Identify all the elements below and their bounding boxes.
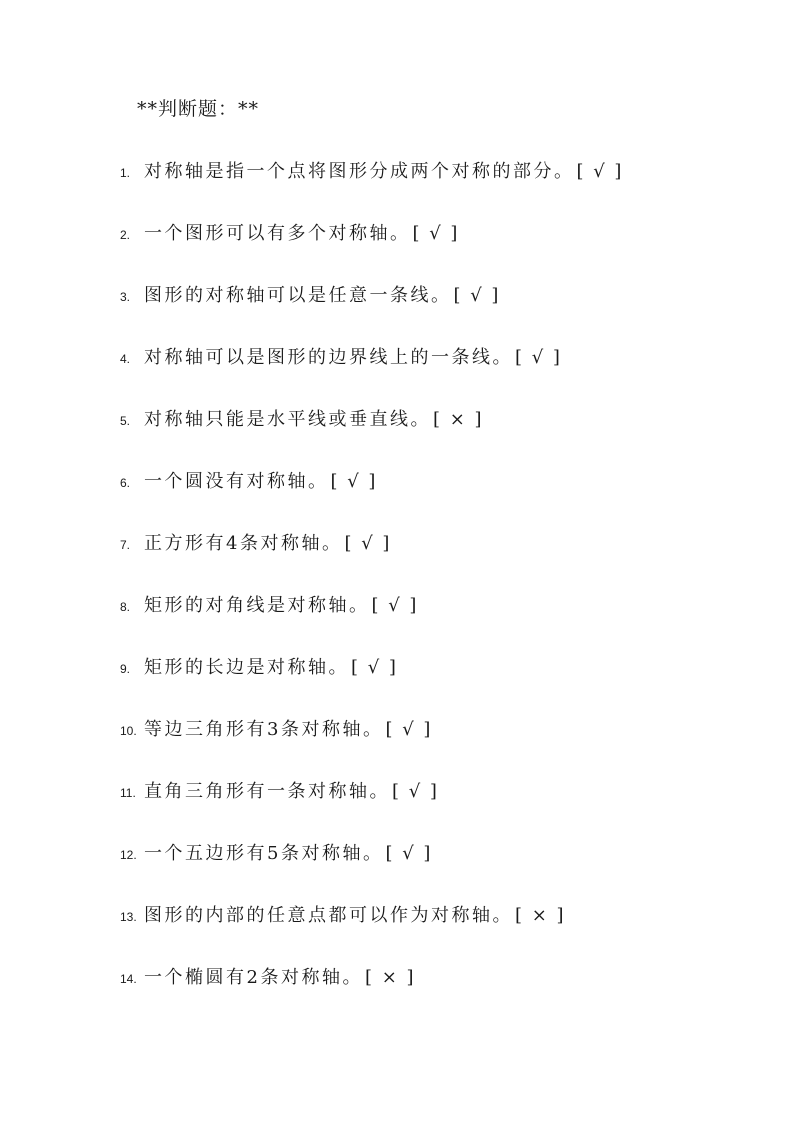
question-number: 5.: [120, 414, 131, 428]
question-answer: [ √ ]: [576, 161, 624, 182]
question-number: 1.: [120, 166, 131, 180]
question-item: [120, 841, 432, 867]
question-item: [120, 469, 377, 495]
question-answer: [ √ ]: [392, 781, 439, 802]
question-text: 直角三角形有一条对称轴。: [144, 781, 390, 802]
question-answer: [ √ ]: [385, 843, 433, 864]
question-text: 一个图形可以有多个对称轴。: [144, 223, 411, 244]
question-item: [120, 655, 398, 681]
question-number: 9.: [120, 662, 131, 676]
question-number: 14.: [120, 972, 137, 986]
question-answer: [ √ ]: [351, 657, 398, 678]
question-item: [120, 283, 500, 309]
question-answer: [ √ ]: [515, 347, 562, 368]
question-text: 对称轴可以是图形的边界线上的一条线。: [144, 347, 513, 368]
question-number: 13.: [120, 910, 137, 924]
question-number: 11.: [120, 786, 136, 800]
question-number: 4.: [120, 352, 131, 366]
question-number: 6.: [120, 476, 131, 490]
question-answer: [ √ ]: [371, 595, 419, 616]
question-number: 2.: [120, 228, 131, 242]
question-answer: [ √ ]: [385, 719, 433, 740]
section-heading: **判断题：**: [137, 98, 260, 120]
question-text: 等边三角形有3条对称轴。: [144, 719, 384, 740]
question-item: [120, 407, 484, 433]
question-answer: [ √ ]: [344, 533, 392, 554]
question-number: 3.: [120, 290, 131, 304]
question-number: 8.: [120, 600, 131, 614]
question-item: [120, 159, 623, 185]
question-text: 正方形有4条对称轴。: [144, 533, 343, 554]
question-answer: [ × ]: [515, 905, 566, 926]
question-number: 12.: [120, 848, 137, 862]
question-text: 一个椭圆有2条对称轴。: [144, 967, 363, 988]
question-text: 一个五边形有5条对称轴。: [144, 843, 384, 864]
question-answer: [ × ]: [433, 409, 484, 430]
question-answer: [ √ ]: [412, 223, 460, 244]
question-item: [120, 965, 416, 991]
question-number: 7.: [120, 538, 131, 552]
question-text: 矩形的对角线是对称轴。: [144, 595, 370, 616]
question-item: [120, 903, 566, 929]
question-item: [120, 779, 439, 805]
question-answer: [ × ]: [364, 967, 416, 988]
question-item: [120, 531, 391, 557]
question-text: 矩形的长边是对称轴。: [144, 657, 349, 678]
question-item: [120, 221, 459, 247]
question-answer: [ √ ]: [330, 471, 378, 492]
question-text: 一个圆没有对称轴。: [144, 471, 329, 492]
question-text: 对称轴是指一个点将图形分成两个对称的部分。: [144, 161, 575, 182]
question-item: [120, 345, 562, 371]
question-text: 图形的对称轴可以是任意一条线。: [144, 285, 452, 306]
question-text: 对称轴只能是水平线或垂直线。: [144, 409, 431, 430]
question-number: 10.: [120, 724, 137, 738]
question-text: 图形的内部的任意点都可以作为对称轴。: [144, 905, 513, 926]
question-item: [120, 717, 432, 743]
question-answer: [ √ ]: [453, 285, 501, 306]
question-item: [120, 593, 418, 619]
